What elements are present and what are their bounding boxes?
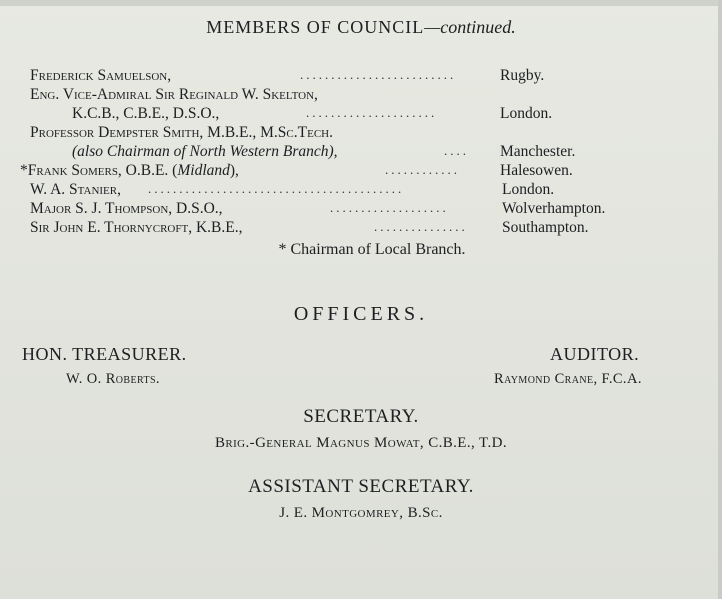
leader-dots: ...................	[330, 200, 449, 215]
secretary-title: SECRETARY.	[303, 406, 419, 427]
page-top-edge	[0, 0, 722, 6]
member-name: Frederick Samuelson,	[30, 67, 172, 84]
member-name: Major S. J. Thompson, D.S.O.,	[30, 200, 223, 217]
treasurer-name: W. O. Roberts.	[66, 371, 160, 387]
officers-heading: OFFICERS.	[293, 303, 429, 325]
leader-dots: ............	[385, 162, 460, 177]
leader-dots: ...............	[374, 219, 468, 234]
member-name: K.C.B., C.B.E., D.S.O.,	[72, 105, 220, 122]
footnote: * Chairman of Local Branch.	[278, 241, 466, 258]
council-heading	[0, 17, 722, 38]
member-name-part: *Frank Somers, O.B.E. (	[20, 162, 178, 179]
assistant-secretary-title: ASSISTANT SECRETARY.	[248, 476, 474, 497]
council-heading-main: MEMBERS OF COUNCIL	[206, 17, 425, 37]
member-branch: Midland	[177, 162, 230, 179]
member-name: (also Chairman of North Western Branch),	[72, 143, 338, 160]
member-name: Professor Dempster Smith, M.B.E., M.Sc.Tech.	[30, 124, 333, 141]
secretary-name: Brig.-General Magnus Mowat, C.B.E., T.D.	[214, 435, 508, 451]
council-heading-continued: —continued.	[424, 17, 516, 37]
auditor-title: AUDITOR.	[550, 344, 640, 364]
member-place: Southampton.	[502, 219, 589, 236]
member-place: Manchester.	[500, 143, 576, 160]
leader-dots: .........................	[300, 67, 457, 82]
assistant-secretary-name: J. E. Montgomrey, B.Sc.	[279, 505, 443, 521]
member-name: Eng. Vice-Admiral Sir Reginald W. Skelton,	[30, 86, 318, 103]
member-name: W. A. Stanier,	[30, 181, 121, 198]
member-place: London.	[500, 105, 553, 122]
leader-dots: .........................................	[148, 181, 405, 196]
member-name-part: ),	[229, 162, 239, 179]
auditor-name: Raymond Crane, F.C.A.	[494, 371, 642, 387]
member-name: Sir John E. Thornycroft, K.B.E.,	[30, 219, 243, 236]
member-name	[20, 162, 239, 180]
leader-dots: .....................	[306, 105, 438, 120]
treasurer-title: HON. TREASURER.	[22, 344, 187, 364]
leader-dots: ....	[444, 143, 469, 158]
member-place: Rugby.	[500, 67, 545, 84]
member-place: London.	[502, 181, 555, 198]
member-place: Halesowen.	[500, 162, 573, 179]
member-place: Wolverhampton.	[502, 200, 606, 217]
